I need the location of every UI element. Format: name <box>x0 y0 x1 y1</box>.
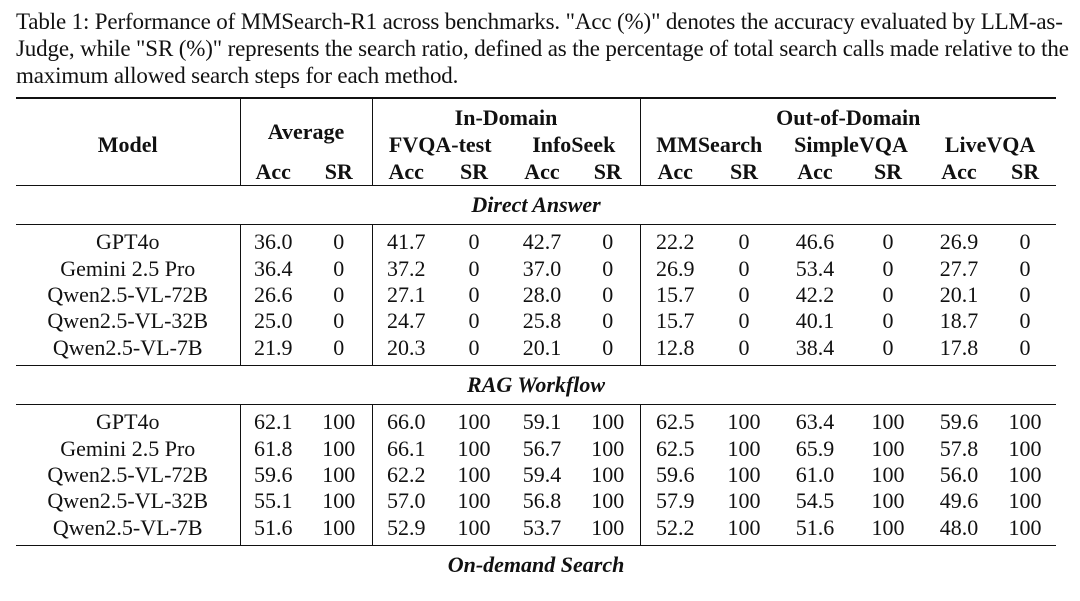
cell-livevqa-sr: 0 <box>1019 334 1031 360</box>
cell-average-sr: 0 <box>333 255 345 281</box>
cell-livevqa-sr: 0 <box>1019 255 1031 281</box>
cell-infoseek-acc: 59.1 <box>522 409 562 435</box>
cell-fvqa-sr: 0 <box>468 281 480 307</box>
header-infoseek-acc: Acc <box>524 158 560 184</box>
header-average: Average <box>240 98 372 158</box>
header-out-of-domain: Out-of-Domain <box>640 98 1056 131</box>
model-name: Qwen2.5-VL-7B <box>52 514 203 540</box>
cell-mmsearch-sr: 0 <box>738 255 750 281</box>
cell-fvqa-acc: 62.2 <box>372 462 440 488</box>
model-name: GPT4o <box>95 409 160 435</box>
header-fvqa-sr: SR <box>459 158 489 184</box>
header-livevqa-acc: Acc <box>941 158 977 184</box>
cell-infoseek-sr: 100 <box>591 409 625 435</box>
header-benchmark-mmsearch: MMSearch <box>640 131 778 158</box>
cell-fvqa-acc: 66.1 <box>372 435 440 461</box>
cell-average-sr: 0 <box>333 334 345 360</box>
cell-fvqa-sr: 100 <box>457 514 491 540</box>
cell-average-sr: 100 <box>322 488 356 514</box>
cell-mmsearch-sr: 100 <box>727 514 761 540</box>
header-simplevqa-acc: Acc <box>797 158 833 184</box>
header-model: Model <box>97 132 158 157</box>
cell-average-acc: 55.1 <box>240 488 306 514</box>
cell-average-acc: 36.0 <box>240 229 306 255</box>
cell-livevqa-acc: 26.9 <box>939 229 979 255</box>
cell-infoseek-acc: 42.7 <box>522 229 562 255</box>
cell-fvqa-acc: 41.7 <box>372 229 440 255</box>
model-name: GPT4o <box>95 229 160 255</box>
cell-average-sr: 0 <box>333 281 345 307</box>
cell-infoseek-sr: 100 <box>591 488 625 514</box>
cell-simplevqa-acc: 51.6 <box>795 514 835 540</box>
cell-average-acc: 62.1 <box>240 409 306 435</box>
cell-mmsearch-sr: 100 <box>727 409 761 435</box>
cell-average-acc: 26.6 <box>240 282 306 308</box>
cell-infoseek-sr: 100 <box>591 514 625 540</box>
cell-simplevqa-sr: 0 <box>882 255 894 281</box>
cell-infoseek-acc: 56.7 <box>522 435 562 461</box>
cell-fvqa-acc: 20.3 <box>372 335 440 361</box>
cell-infoseek-acc: 56.8 <box>522 488 562 514</box>
header-average-sr: SR <box>324 158 353 184</box>
cell-infoseek-sr: 0 <box>602 255 614 281</box>
cell-livevqa-acc: 59.6 <box>939 409 979 435</box>
cell-simplevqa-acc: 53.4 <box>795 255 835 281</box>
header-benchmark-infoseek: InfoSeek <box>532 131 616 157</box>
cell-infoseek-acc: 25.8 <box>522 308 562 334</box>
cell-livevqa-acc: 49.6 <box>939 488 979 514</box>
section-title: Direct Answer <box>471 192 601 217</box>
cell-average-sr: 0 <box>333 308 345 334</box>
cell-average-acc: 61.8 <box>240 435 306 461</box>
cell-fvqa-acc: 27.1 <box>372 282 440 308</box>
cell-fvqa-acc: 37.2 <box>372 255 440 281</box>
cell-mmsearch-sr: 100 <box>727 461 761 487</box>
cell-mmsearch-acc: 22.2 <box>640 229 710 255</box>
cell-mmsearch-sr: 100 <box>727 488 761 514</box>
cell-mmsearch-acc: 62.5 <box>640 409 710 435</box>
cell-livevqa-sr: 100 <box>1008 435 1042 461</box>
cell-livevqa-acc: 20.1 <box>939 281 979 307</box>
cell-average-sr: 0 <box>333 229 345 255</box>
cell-simplevqa-sr: 100 <box>871 435 905 461</box>
header-in-domain: In-Domain <box>372 98 640 131</box>
cell-average-acc: 25.0 <box>240 308 306 334</box>
cell-average-acc: 21.9 <box>240 335 306 361</box>
section-title: RAG Workflow <box>467 371 605 397</box>
table-row <box>16 255 1056 281</box>
cell-mmsearch-sr: 0 <box>738 229 750 255</box>
cell-infoseek-sr: 0 <box>602 334 614 360</box>
table-row <box>16 462 1056 488</box>
cell-fvqa-sr: 0 <box>468 308 480 334</box>
cell-infoseek-sr: 100 <box>591 461 625 487</box>
cell-mmsearch-acc: 15.7 <box>640 282 710 308</box>
header-simplevqa-sr: SR <box>873 158 903 184</box>
header-average-acc: Acc <box>240 158 306 186</box>
cell-average-acc: 51.6 <box>240 515 306 541</box>
cell-mmsearch-acc: 57.9 <box>640 488 710 514</box>
cell-livevqa-acc: 17.8 <box>939 334 979 360</box>
cell-mmsearch-sr: 100 <box>727 435 761 461</box>
cell-livevqa-acc: 48.0 <box>939 514 979 540</box>
header-mmsearch-acc: Acc <box>640 158 710 186</box>
cell-fvqa-acc: 66.0 <box>372 409 440 435</box>
table-row <box>16 335 1056 361</box>
cell-simplevqa-sr: 100 <box>871 409 905 435</box>
cell-simplevqa-acc: 63.4 <box>795 409 835 435</box>
cell-infoseek-acc: 28.0 <box>522 281 562 307</box>
cell-mmsearch-acc: 52.2 <box>640 515 710 541</box>
header-mmsearch-sr: SR <box>729 158 759 184</box>
cell-livevqa-acc: 18.7 <box>939 308 979 334</box>
table-row <box>16 308 1056 334</box>
table-row <box>16 435 1056 461</box>
cell-livevqa-sr: 0 <box>1019 229 1031 255</box>
header-benchmark-fvqa: FVQA-test <box>372 131 508 158</box>
cell-simplevqa-sr: 100 <box>871 461 905 487</box>
cell-fvqa-sr: 0 <box>468 255 480 281</box>
cell-infoseek-sr: 0 <box>602 308 614 334</box>
cell-simplevqa-acc: 40.1 <box>795 308 835 334</box>
cell-average-sr: 100 <box>322 514 356 540</box>
cell-infoseek-sr: 0 <box>602 281 614 307</box>
cell-simplevqa-acc: 61.0 <box>795 461 835 487</box>
cell-simplevqa-sr: 0 <box>882 229 894 255</box>
model-name: Gemini 2.5 Pro <box>60 435 196 461</box>
section-title: On-demand Search <box>447 551 625 577</box>
cell-simplevqa-acc: 54.5 <box>795 488 835 514</box>
cell-simplevqa-sr: 0 <box>882 334 894 360</box>
cell-mmsearch-sr: 0 <box>738 308 750 334</box>
header-livevqa-sr: SR <box>1010 158 1040 184</box>
header-benchmark-livevqa: LiveVQA <box>944 131 1036 157</box>
cell-simplevqa-sr: 0 <box>882 308 894 334</box>
cell-mmsearch-sr: 0 <box>738 334 750 360</box>
cell-average-sr: 100 <box>322 435 356 461</box>
table-row <box>16 229 1056 255</box>
cell-fvqa-sr: 100 <box>457 435 491 461</box>
cell-livevqa-sr: 0 <box>1019 308 1031 334</box>
cell-average-acc: 59.6 <box>240 462 306 488</box>
header-fvqa-acc: Acc <box>372 158 440 186</box>
cell-average-sr: 100 <box>322 461 356 487</box>
cell-infoseek-sr: 0 <box>602 229 614 255</box>
cell-fvqa-acc: 52.9 <box>372 515 440 541</box>
cell-fvqa-acc: 24.7 <box>372 308 440 334</box>
header-infoseek-sr: SR <box>593 158 622 184</box>
cell-simplevqa-sr: 0 <box>882 281 894 307</box>
cell-mmsearch-acc: 62.5 <box>640 435 710 461</box>
cell-livevqa-sr: 100 <box>1008 461 1042 487</box>
model-name: Gemini 2.5 Pro <box>60 255 196 281</box>
cell-mmsearch-sr: 0 <box>738 281 750 307</box>
cell-infoseek-acc: 37.0 <box>522 255 562 281</box>
cell-livevqa-acc: 57.8 <box>939 435 979 461</box>
cell-fvqa-acc: 57.0 <box>372 488 440 514</box>
cell-mmsearch-acc: 26.9 <box>640 255 710 281</box>
cell-infoseek-sr: 100 <box>591 435 625 461</box>
table-row <box>16 282 1056 308</box>
cell-simplevqa-sr: 100 <box>871 514 905 540</box>
model-name: Qwen2.5-VL-72B <box>47 461 209 487</box>
cell-mmsearch-acc: 59.6 <box>640 462 710 488</box>
cell-simplevqa-acc: 38.4 <box>795 334 835 360</box>
table-row <box>16 409 1056 435</box>
cell-fvqa-sr: 100 <box>457 461 491 487</box>
cell-fvqa-sr: 0 <box>468 229 480 255</box>
cell-infoseek-acc: 20.1 <box>522 334 562 360</box>
model-name: Qwen2.5-VL-32B <box>47 308 209 334</box>
cell-livevqa-sr: 100 <box>1008 514 1042 540</box>
cell-simplevqa-sr: 100 <box>871 488 905 514</box>
cell-simplevqa-acc: 46.6 <box>795 229 835 255</box>
cell-mmsearch-acc: 12.8 <box>640 335 710 361</box>
cell-mmsearch-acc: 15.7 <box>640 308 710 334</box>
cell-livevqa-acc: 27.7 <box>939 255 979 281</box>
cell-simplevqa-acc: 42.2 <box>795 281 835 307</box>
table-row <box>16 488 1056 514</box>
cell-fvqa-sr: 100 <box>457 488 491 514</box>
cell-simplevqa-acc: 65.9 <box>795 435 835 461</box>
cell-fvqa-sr: 0 <box>468 334 480 360</box>
cell-livevqa-acc: 56.0 <box>939 461 979 487</box>
table-caption: Table 1: Performance of MMSearch-R1 across benchmarks. "Acc (%)" denotes the accuracy evaluated by LLM-as-Judge, while "SR (%)" represents the search ratio, defined as the percentage of total search calls made relative to the maximum allowed search steps for each method. <box>16 9 1069 88</box>
cell-average-acc: 36.4 <box>240 255 306 281</box>
cell-livevqa-sr: 100 <box>1008 409 1042 435</box>
header-benchmark-simplevqa: SimpleVQA <box>794 131 908 157</box>
results-table <box>16 97 1056 584</box>
model-name: Qwen2.5-VL-32B <box>47 488 209 514</box>
table-row <box>16 515 1056 541</box>
model-name: Qwen2.5-VL-72B <box>47 281 209 307</box>
cell-fvqa-sr: 100 <box>457 409 491 435</box>
model-name: Qwen2.5-VL-7B <box>52 334 203 360</box>
cell-livevqa-sr: 100 <box>1008 488 1042 514</box>
cell-livevqa-sr: 0 <box>1019 281 1031 307</box>
cell-average-sr: 100 <box>322 409 356 435</box>
cell-infoseek-acc: 59.4 <box>522 461 562 487</box>
cell-infoseek-acc: 53.7 <box>522 514 562 540</box>
